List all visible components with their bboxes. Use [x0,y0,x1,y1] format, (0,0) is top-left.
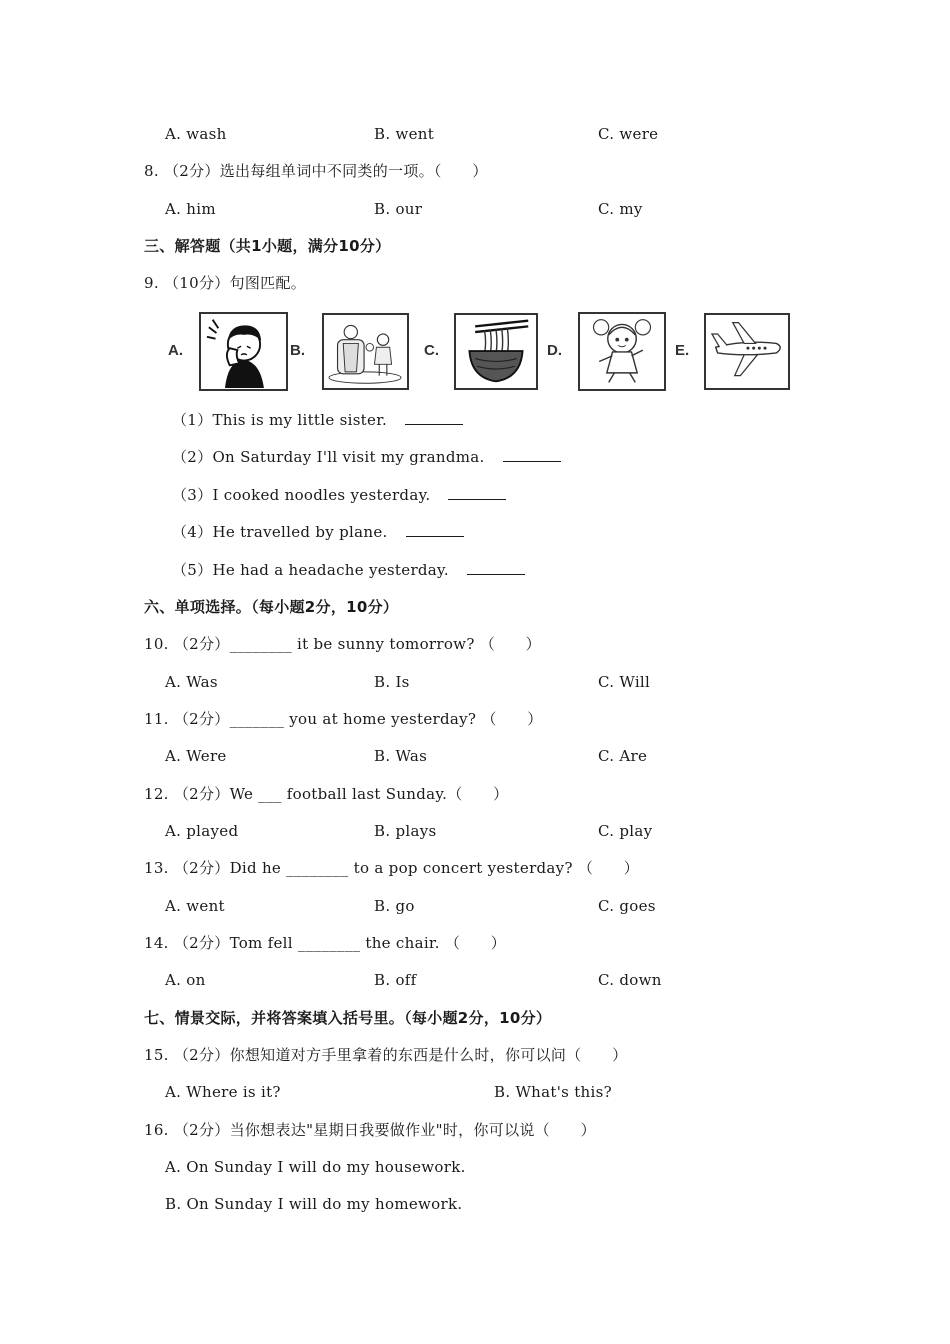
q9-item-1-text: （1）This is my little sister. [172,411,388,429]
q12-option-c: C. play [598,822,653,840]
section-7-title: 七、情景交际，并将答案填入括号里。（每小题2分，10分） [144,1009,552,1027]
q10-option-b: B. Is [374,673,410,691]
q11-option-b: B. Was [374,747,428,765]
answer-blank[interactable] [406,522,464,537]
q9-item-3 [172,485,506,505]
q14-option-b: B. off [374,971,417,989]
q7-option-c: C. were [598,125,659,143]
q11-option-a: A. Were [165,747,227,765]
q9-item-2-text: （2）On Saturday I'll visit my grandma. [172,448,485,466]
q13-option-c: C. goes [598,897,656,915]
q12-option-b: B. plays [374,822,437,840]
q7-option-b: B. went [374,125,435,143]
q9-item-3-text: （3）I cooked noodles yesterday. [172,486,431,504]
q16-stem: 16. （2分）当你想表达"星期日我要做作业"时，你可以说（ ） [144,1121,596,1139]
q11-option-c: C. Are [598,747,648,765]
answer-blank[interactable] [448,485,506,500]
q9-item-4 [172,522,464,542]
q11-stem: 11. （2分）_______ you at home yesterday? （ ） [144,710,543,728]
q9-item-5 [172,560,525,580]
q8-option-a: A. him [165,200,216,218]
noodles-bowl-picture [454,313,538,390]
q9-item-4-text: （4）He travelled by plane. [172,523,388,541]
q15-option-b: B. What's this? [494,1083,612,1101]
q15-option-a: A. Where is it? [165,1083,281,1101]
picture-label-e: E. [675,342,690,359]
headache-boy-picture [199,312,288,391]
q13-stem: 13. （2分）Did he ________ to a pop concert yesterday? （ ） [144,859,640,877]
picture-label-b: B. [290,342,305,359]
section-3-title: 三、解答题（共1小题，满分10分） [144,237,391,255]
q14-option-c: C. down [598,971,662,989]
q8-stem: 8. （2分）选出每组单词中不同类的一项。（ ） [144,162,488,180]
q9-item-2 [172,447,561,467]
answer-blank[interactable] [503,447,561,462]
q16-option-a: A. On Sunday I will do my housework. [165,1158,466,1176]
q10-option-c: C. Will [598,673,651,691]
q9-item-5-text: （5）He had a headache yesterday. [172,561,449,579]
q10-stem: 10. （2分）________ it be sunny tomorrow? （ ） [144,635,541,653]
picture-label-d: D. [547,342,562,359]
q12-stem: 12. （2分）We ___ football last Sunday.（ ） [144,785,509,803]
q12-option-a: A. played [165,822,239,840]
q15-stem: 15. （2分）你想知道对方手里拿着的东西是什么时，你可以问（ ） [144,1046,628,1064]
q10-option-a: A. Was [165,673,218,691]
q16-option-b: B. On Sunday I will do my homework. [165,1195,463,1213]
q9-item-1 [172,410,463,430]
picture-label-a: A. [168,342,183,359]
q13-option-a: A. went [165,897,225,915]
q8-option-c: C. my [598,200,643,218]
answer-blank[interactable] [467,560,525,575]
answer-blank[interactable] [405,410,463,425]
airplane-picture [704,313,790,390]
q14-option-a: A. on [165,971,206,989]
family-visit-picture [322,313,409,390]
section-6-title: 六、单项选择。（每小题2分，10分） [144,598,399,616]
q9-stem: 9. （10分）句图匹配。 [144,274,307,292]
q7-option-a: A. wash [165,125,227,143]
little-girl-picture [578,312,666,391]
q8-option-b: B. our [374,200,423,218]
q13-option-b: B. go [374,897,415,915]
q14-stem: 14. （2分）Tom fell ________ the chair. （ ） [144,934,507,952]
picture-label-c: C. [424,342,439,359]
